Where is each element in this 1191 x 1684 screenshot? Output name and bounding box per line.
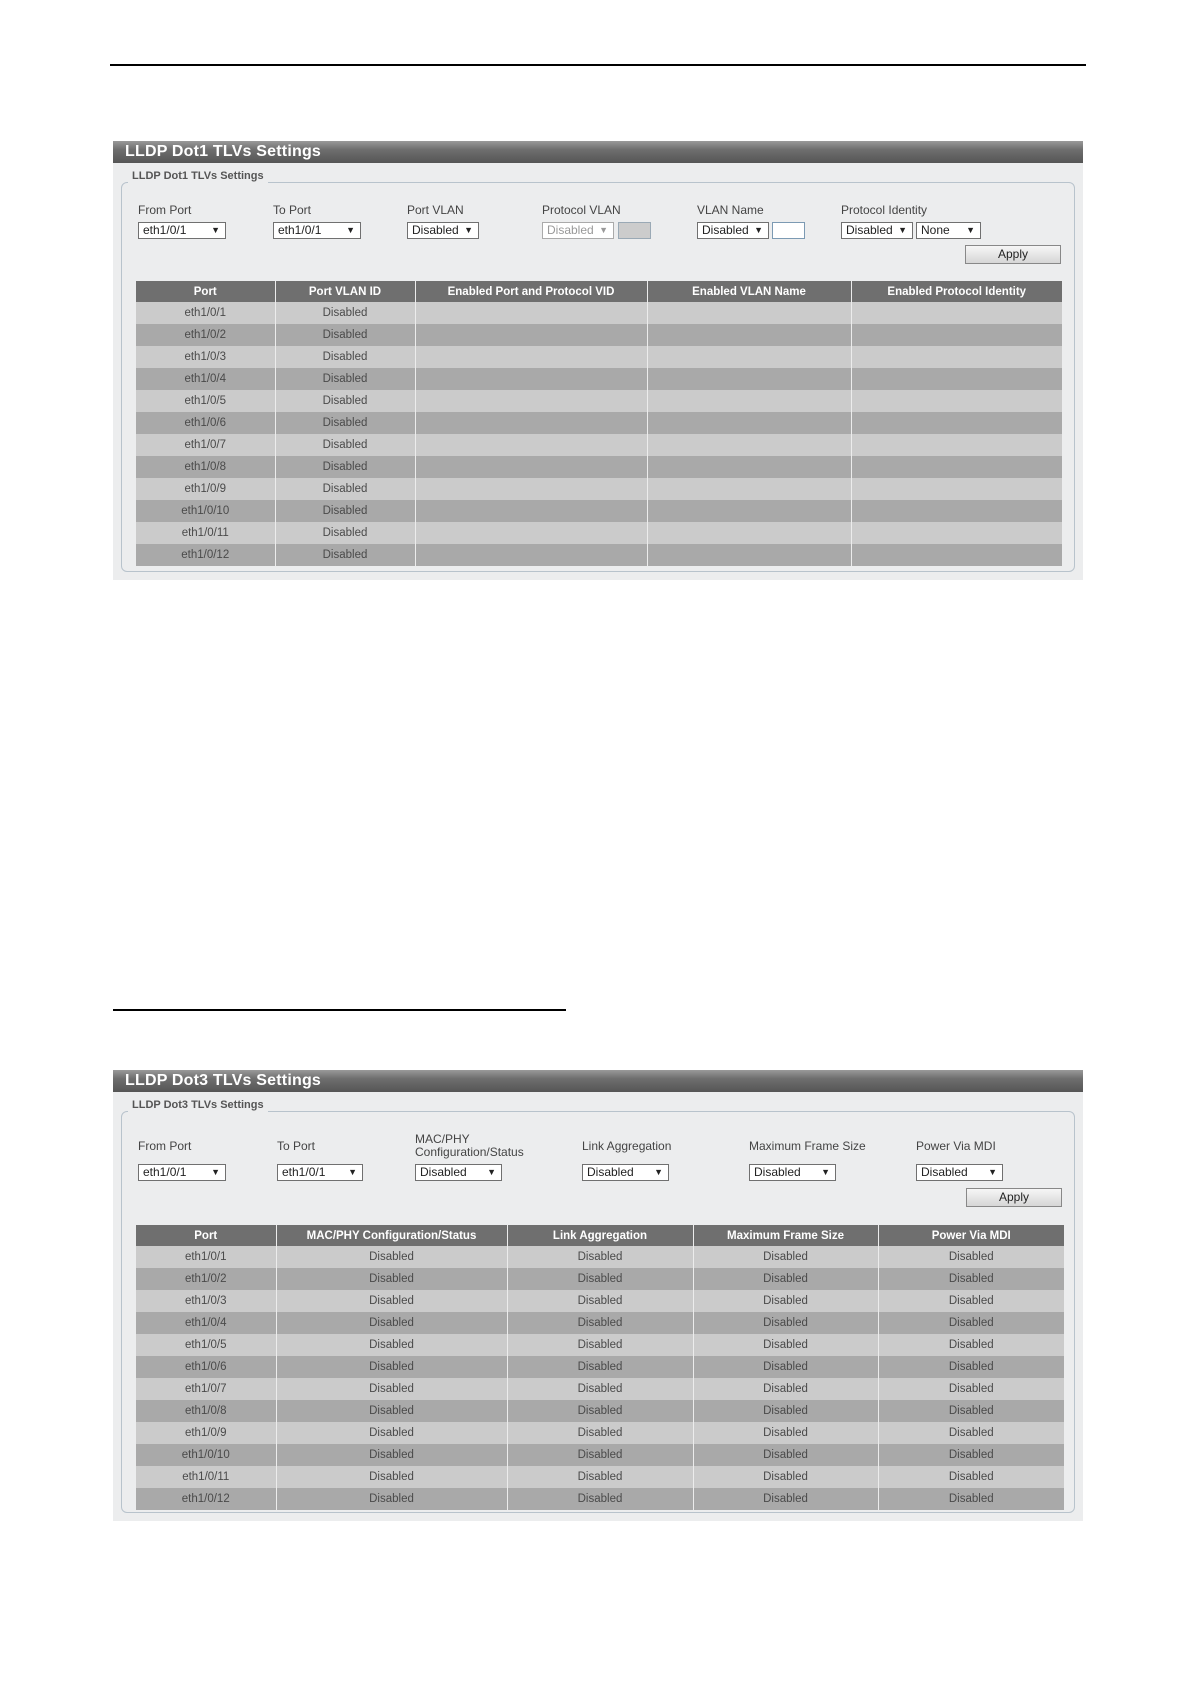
dot3-table-cell: Disabled <box>693 1378 878 1400</box>
dot1-table-cell: Disabled <box>275 302 415 324</box>
chevron-down-icon: ▼ <box>966 225 975 235</box>
dot3-table-cell: Disabled <box>507 1246 693 1268</box>
dot3-table-cell: Disabled <box>507 1466 693 1488</box>
dot1-table-cell <box>415 544 647 566</box>
dot3-table-cell: Disabled <box>878 1268 1064 1290</box>
dot3-column-header: Port <box>136 1225 276 1246</box>
dot1-vlan-name-input[interactable] <box>772 222 805 239</box>
dot1-table <box>136 281 1062 566</box>
dot3-table-cell: Disabled <box>276 1444 507 1466</box>
dot1-column-header: Port VLAN ID <box>275 281 415 302</box>
table-row <box>136 1246 1064 1268</box>
dot3-to-port-label: To Port <box>277 1139 316 1153</box>
dot3-table-cell: eth1/0/9 <box>136 1422 276 1444</box>
chevron-down-icon: ▼ <box>599 225 608 235</box>
table-row <box>136 544 1062 566</box>
dot1-column-header: Enabled VLAN Name <box>647 281 851 302</box>
dot1-table-cell <box>851 456 1062 478</box>
dot1-table-cell: Disabled <box>275 324 415 346</box>
dot1-table-cell: Disabled <box>275 368 415 390</box>
table-row <box>136 1466 1064 1488</box>
dot3-to-port-value: eth1/0/1 <box>282 1165 326 1179</box>
chevron-down-icon: ▼ <box>898 225 907 235</box>
dot1-protocol-identity-type-select[interactable] <box>916 222 981 239</box>
dot1-port-vlan-value: Disabled <box>412 223 459 237</box>
dot1-table-cell <box>415 390 647 412</box>
dot3-from-port-value: eth1/0/1 <box>143 1165 187 1179</box>
dot1-protocol-identity-value: Disabled <box>846 223 893 237</box>
dot3-table-cell: Disabled <box>507 1488 693 1510</box>
dot3-table-cell: eth1/0/7 <box>136 1378 276 1400</box>
dot3-table-header <box>136 1225 1064 1246</box>
dot3-power-via-mdi-select[interactable] <box>916 1164 1003 1181</box>
dot1-table-cell: Disabled <box>275 346 415 368</box>
dot1-protocol-vlan-label: Protocol VLAN <box>542 203 621 217</box>
dot1-table-cell <box>415 346 647 368</box>
table-row <box>136 1488 1064 1510</box>
chevron-down-icon: ▼ <box>654 1167 663 1177</box>
dot3-table-cell: Disabled <box>507 1400 693 1422</box>
dot1-from-port-select[interactable] <box>138 222 226 239</box>
dot3-table-cell: eth1/0/4 <box>136 1312 276 1334</box>
dot1-table-cell: eth1/0/5 <box>136 390 275 412</box>
chevron-down-icon: ▼ <box>988 1167 997 1177</box>
table-row <box>136 1378 1064 1400</box>
dot1-table-cell: eth1/0/12 <box>136 544 275 566</box>
dot3-link-aggregation-select[interactable] <box>582 1164 669 1181</box>
dot3-to-port-select[interactable] <box>277 1164 363 1181</box>
dot1-vlan-name-value: Disabled <box>702 223 749 237</box>
dot3-max-frame-size-select[interactable] <box>749 1164 836 1181</box>
dot1-table-cell <box>415 302 647 324</box>
dot1-table-cell <box>851 412 1062 434</box>
dot1-to-port-value: eth1/0/1 <box>278 223 322 237</box>
dot1-table-cell <box>647 544 851 566</box>
dot3-panel-title: LLDP Dot3 TLVs Settings <box>113 1070 1083 1092</box>
dot3-table-cell: Disabled <box>276 1334 507 1356</box>
dot3-table-cell: Disabled <box>693 1268 878 1290</box>
chevron-down-icon: ▼ <box>487 1167 496 1177</box>
dot1-column-header: Port <box>136 281 275 302</box>
chevron-down-icon: ▼ <box>754 225 763 235</box>
dot3-table-cell: Disabled <box>878 1466 1064 1488</box>
dot1-table-cell: Disabled <box>275 412 415 434</box>
dot1-table-cell: eth1/0/6 <box>136 412 275 434</box>
table-row <box>136 500 1062 522</box>
dot1-port-vlan-label: Port VLAN <box>407 203 464 217</box>
dot1-legend: LLDP Dot1 TLVs Settings <box>128 169 268 183</box>
dot3-mac-phy-value: Disabled <box>420 1165 467 1179</box>
table-row <box>136 434 1062 456</box>
dot1-table-cell <box>415 368 647 390</box>
dot3-link-aggregation-value: Disabled <box>587 1165 634 1179</box>
table-row <box>136 346 1062 368</box>
dot1-table-cell: eth1/0/2 <box>136 324 275 346</box>
dot3-table-cell: Disabled <box>276 1246 507 1268</box>
dot3-max-frame-size-value: Disabled <box>754 1165 801 1179</box>
dot1-panel-title: LLDP Dot1 TLVs Settings <box>113 141 1083 163</box>
dot3-table-cell: Disabled <box>878 1356 1064 1378</box>
dot3-table-cell: Disabled <box>878 1246 1064 1268</box>
dot1-table-cell: eth1/0/10 <box>136 500 275 522</box>
dot3-table-cell: Disabled <box>693 1246 878 1268</box>
dot1-table-cell <box>851 302 1062 324</box>
dot1-table-cell <box>415 522 647 544</box>
dot1-table-cell: eth1/0/3 <box>136 346 275 368</box>
dot3-legend: LLDP Dot3 TLVs Settings <box>128 1098 268 1112</box>
dot1-apply-button[interactable]: Apply <box>965 245 1061 264</box>
dot1-table-cell: Disabled <box>275 390 415 412</box>
dot3-table-cell: eth1/0/6 <box>136 1356 276 1378</box>
chevron-down-icon: ▼ <box>464 225 473 235</box>
dot1-table-cell: Disabled <box>275 478 415 500</box>
dot1-table-cell: eth1/0/8 <box>136 456 275 478</box>
dot1-table-cell <box>851 434 1062 456</box>
dot3-table-cell: Disabled <box>693 1488 878 1510</box>
table-row <box>136 368 1062 390</box>
dot1-table-cell: Disabled <box>275 544 415 566</box>
dot3-table-cell: Disabled <box>693 1466 878 1488</box>
table-row <box>136 478 1062 500</box>
chevron-down-icon: ▼ <box>821 1167 830 1177</box>
dot1-table-cell <box>647 390 851 412</box>
dot3-table-cell: Disabled <box>276 1378 507 1400</box>
dot1-table-cell: eth1/0/1 <box>136 302 275 324</box>
dot1-table-cell <box>415 456 647 478</box>
dot3-apply-button[interactable]: Apply <box>966 1188 1062 1207</box>
dot1-table-cell <box>851 324 1062 346</box>
dot3-table-cell: Disabled <box>878 1488 1064 1510</box>
dot1-table-cell <box>647 456 851 478</box>
dot3-table-cell: Disabled <box>276 1290 507 1312</box>
dot3-table-cell: Disabled <box>276 1312 507 1334</box>
dot1-table-header <box>136 281 1062 302</box>
table-row <box>136 302 1062 324</box>
dot3-max-frame-size-label: Maximum Frame Size <box>749 1139 866 1153</box>
table-row <box>136 1268 1064 1290</box>
dot3-table-cell: eth1/0/8 <box>136 1400 276 1422</box>
table-row <box>136 456 1062 478</box>
dot3-table-cell: Disabled <box>507 1290 693 1312</box>
dot3-table-cell: Disabled <box>693 1290 878 1312</box>
dot1-panel <box>113 141 1083 580</box>
dot1-protocol-identity-label: Protocol Identity <box>841 203 928 217</box>
dot3-table-cell: Disabled <box>878 1312 1064 1334</box>
dot3-from-port-select[interactable] <box>138 1164 226 1181</box>
dot1-table-cell <box>647 324 851 346</box>
dot3-table-cell: eth1/0/10 <box>136 1444 276 1466</box>
dot1-table-cell: Disabled <box>275 522 415 544</box>
dot3-table-cell: Disabled <box>507 1268 693 1290</box>
dot3-table-cell: Disabled <box>693 1312 878 1334</box>
dot1-vlan-name-select[interactable] <box>697 222 769 239</box>
table-row <box>136 324 1062 346</box>
dot3-table-cell: Disabled <box>878 1422 1064 1444</box>
dot1-table-cell <box>851 390 1062 412</box>
dot1-table-cell <box>415 412 647 434</box>
dot3-panel <box>113 1070 1083 1521</box>
dot1-table-cell <box>851 544 1062 566</box>
dot3-table-cell: Disabled <box>507 1422 693 1444</box>
dot1-protocol-vlan-value: Disabled <box>547 223 594 237</box>
dot1-table-cell <box>647 434 851 456</box>
dot1-from-port-value: eth1/0/1 <box>143 223 187 237</box>
dot1-table-cell <box>647 302 851 324</box>
dot3-table-cell: Disabled <box>878 1444 1064 1466</box>
dot1-to-port-label: To Port <box>273 203 312 217</box>
chevron-down-icon: ▼ <box>348 1167 357 1177</box>
dot1-table-cell <box>647 522 851 544</box>
dot3-mac-phy-select[interactable] <box>415 1164 502 1181</box>
dot3-table-cell: Disabled <box>693 1356 878 1378</box>
dot3-table-cell: eth1/0/12 <box>136 1488 276 1510</box>
dot1-table-cell <box>647 368 851 390</box>
dot1-table-cell <box>851 500 1062 522</box>
table-row <box>136 1444 1064 1466</box>
dot1-table-cell <box>415 434 647 456</box>
table-row <box>136 1312 1064 1334</box>
dot3-from-port-label: From Port <box>138 1139 192 1153</box>
dot1-to-port-select[interactable] <box>273 222 361 239</box>
dot3-table-cell: Disabled <box>507 1356 693 1378</box>
dot1-from-port-label: From Port <box>138 203 192 217</box>
dot1-table-cell: Disabled <box>275 456 415 478</box>
dot3-mac-phy-label-line1: MAC/PHY <box>415 1132 470 1146</box>
table-row <box>136 390 1062 412</box>
table-row <box>136 1422 1064 1444</box>
dot3-table-cell: Disabled <box>693 1400 878 1422</box>
dot3-mac-phy-label-line2: Configuration/Status <box>415 1145 524 1159</box>
dot3-table-cell: Disabled <box>507 1312 693 1334</box>
dot3-column-header: Link Aggregation <box>507 1225 693 1246</box>
dot1-table-cell: eth1/0/4 <box>136 368 275 390</box>
dot1-column-header: Enabled Protocol Identity <box>851 281 1062 302</box>
table-row <box>136 1356 1064 1378</box>
dot1-table-cell: eth1/0/9 <box>136 478 275 500</box>
dot3-table-cell: Disabled <box>693 1422 878 1444</box>
dot3-table-body <box>136 1246 1064 1510</box>
dot1-table-body <box>136 302 1062 566</box>
dot3-table-cell: eth1/0/1 <box>136 1246 276 1268</box>
dot1-protocol-identity-type-value: None <box>921 223 950 237</box>
dot3-column-header: Maximum Frame Size <box>693 1225 878 1246</box>
dot3-column-header: Power Via MDI <box>878 1225 1064 1246</box>
dot1-table-cell <box>415 324 647 346</box>
dot3-table-cell: Disabled <box>276 1356 507 1378</box>
dot1-protocol-identity-select[interactable] <box>841 222 913 239</box>
dot1-table-cell <box>647 478 851 500</box>
dot1-table-cell <box>415 478 647 500</box>
dot1-table-cell: Disabled <box>275 500 415 522</box>
dot3-table-cell: Disabled <box>878 1290 1064 1312</box>
dot3-power-via-mdi-value: Disabled <box>921 1165 968 1179</box>
dot3-table-cell: eth1/0/3 <box>136 1290 276 1312</box>
dot1-table-cell: eth1/0/11 <box>136 522 275 544</box>
dot1-port-vlan-select[interactable] <box>407 222 479 239</box>
dot3-table-cell: Disabled <box>878 1400 1064 1422</box>
chevron-down-icon: ▼ <box>211 225 220 235</box>
table-row <box>136 1334 1064 1356</box>
table-row <box>136 412 1062 434</box>
dot3-table <box>136 1225 1064 1510</box>
dot3-table-cell: Disabled <box>507 1378 693 1400</box>
dot3-table-cell: Disabled <box>507 1334 693 1356</box>
dot3-table-cell: eth1/0/5 <box>136 1334 276 1356</box>
dot1-table-cell <box>851 368 1062 390</box>
dot1-table-cell <box>851 346 1062 368</box>
dot1-table-cell: Disabled <box>275 434 415 456</box>
dot3-table-cell: Disabled <box>276 1488 507 1510</box>
dot1-table-cell <box>851 522 1062 544</box>
dot3-table-cell: Disabled <box>276 1422 507 1444</box>
table-row <box>136 1400 1064 1422</box>
chevron-down-icon: ▼ <box>211 1167 220 1177</box>
dot1-table-cell <box>415 500 647 522</box>
dot3-table-cell: Disabled <box>276 1400 507 1422</box>
dot3-column-header: MAC/PHY Configuration/Status <box>276 1225 507 1246</box>
dot1-table-cell <box>647 500 851 522</box>
dot3-table-cell: Disabled <box>878 1378 1064 1400</box>
dot1-table-cell: eth1/0/7 <box>136 434 275 456</box>
table-row <box>136 522 1062 544</box>
dot1-protocol-vlan-select[interactable] <box>542 222 614 239</box>
chevron-down-icon: ▼ <box>346 225 355 235</box>
dot1-column-header: Enabled Port and Protocol VID <box>415 281 647 302</box>
dot1-table-cell <box>647 346 851 368</box>
dot3-table-cell: Disabled <box>693 1444 878 1466</box>
dot3-table-cell: Disabled <box>693 1334 878 1356</box>
dot3-table-cell: Disabled <box>276 1466 507 1488</box>
dot3-table-cell: eth1/0/2 <box>136 1268 276 1290</box>
dot3-mac-phy-label <box>415 1133 524 1159</box>
dot1-protocol-vlan-input[interactable] <box>618 222 651 239</box>
dot1-vlan-name-label: VLAN Name <box>697 203 764 217</box>
page-header-rule <box>110 64 1086 66</box>
dot3-power-via-mdi-label: Power Via MDI <box>916 1139 996 1153</box>
dot1-table-cell <box>647 412 851 434</box>
dot3-table-cell: eth1/0/11 <box>136 1466 276 1488</box>
dot3-table-cell: Disabled <box>507 1444 693 1466</box>
dot1-table-cell <box>851 478 1062 500</box>
dot3-table-cell: Disabled <box>276 1268 507 1290</box>
dot3-link-aggregation-label: Link Aggregation <box>582 1139 672 1153</box>
dot3-table-cell: Disabled <box>878 1334 1064 1356</box>
table-row <box>136 1290 1064 1312</box>
section-heading-rule <box>113 1009 566 1011</box>
